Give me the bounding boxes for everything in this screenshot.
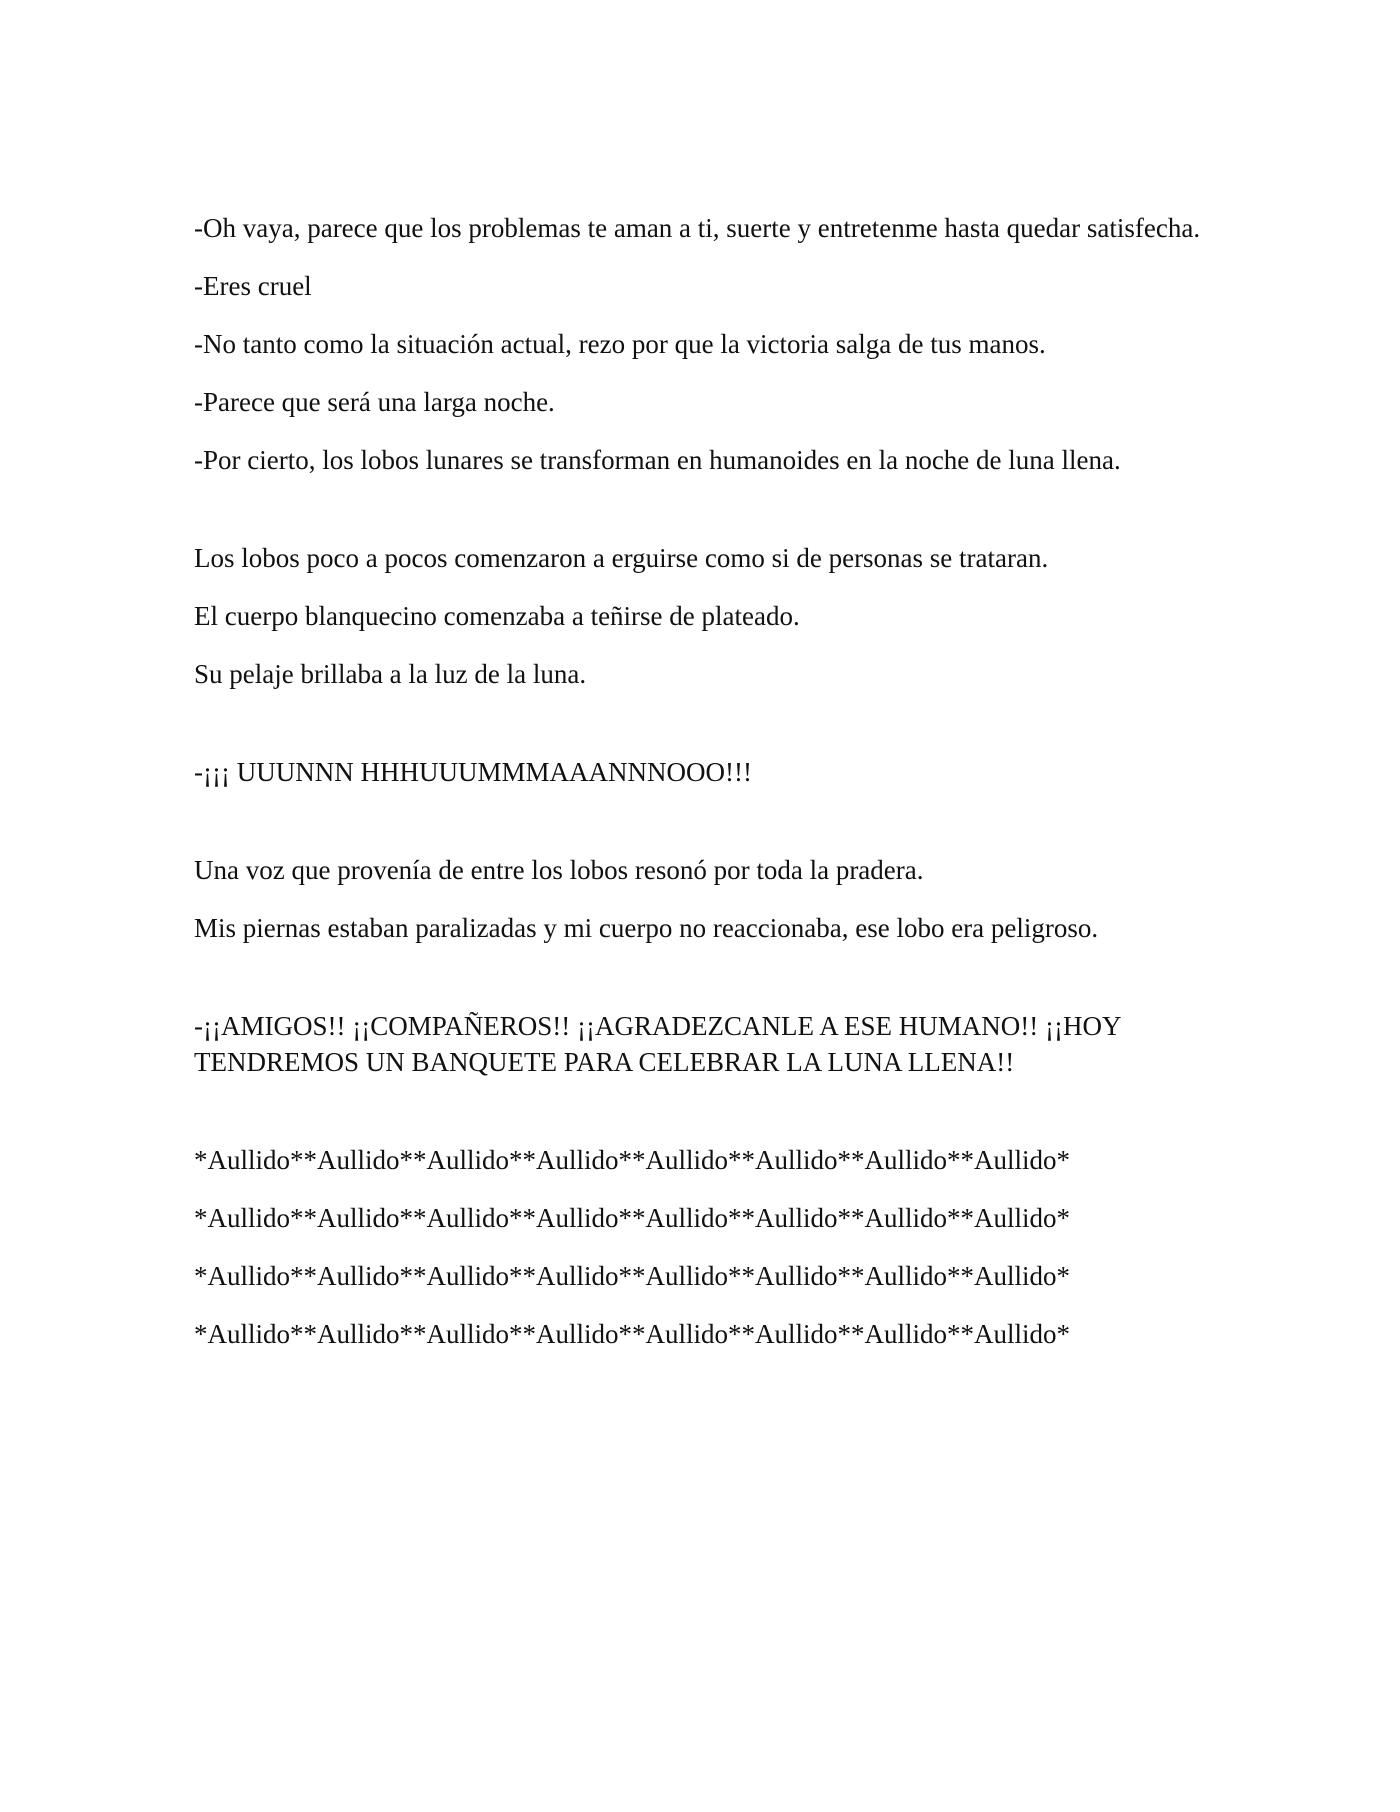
dialogue-line: -Parece que será una larga noche.: [194, 387, 555, 417]
howl-line: *Aullido**Aullido**Aullido**Aullido**Aullido**Aullido**Aullido**Aullido*: [194, 1319, 1071, 1349]
dialogue-line: -Eres cruel: [194, 271, 312, 301]
howl-line: *Aullido**Aullido**Aullido**Aullido**Aullido**Aullido**Aullido**Aullido*: [194, 1203, 1071, 1233]
narration-line: Su pelaje brillaba a la luz de la luna.: [194, 659, 587, 689]
howl-line: *Aullido**Aullido**Aullido**Aullido**Aullido**Aullido**Aullido**Aullido*: [194, 1261, 1071, 1291]
document-body: [194, 210, 1234, 1374]
narration-line: El cuerpo blanquecino comenzaba a teñirse de plateado.: [194, 601, 800, 631]
shout-line: -¡¡AMIGOS!! ¡¡COMPAÑEROS!! ¡¡AGRADEZCANLE A ESE HUMANO!! ¡¡HOY TENDREMOS UN BANQUETE PARA CELEBRAR LA LUNA LLENA!!: [194, 1011, 1121, 1077]
narration-line: Una voz que provenía de entre los lobos resonó por toda la pradera.: [194, 855, 924, 885]
shout-line: -¡¡¡ UUUNNN HHHUUUMMMAAANNNOOO!!!: [194, 757, 752, 787]
dialogue-line: -Por cierto, los lobos lunares se transforman en humanoides en la noche de luna llena.: [194, 445, 1121, 475]
howl-line: *Aullido**Aullido**Aullido**Aullido**Aullido**Aullido**Aullido**Aullido*: [194, 1145, 1071, 1175]
narration-line: Los lobos poco a pocos comenzaron a erguirse como si de personas se trataran.: [194, 543, 1049, 573]
dialogue-line: -No tanto como la situación actual, rezo por que la victoria salga de tus manos.: [194, 329, 1046, 359]
narration-line: Mis piernas estaban paralizadas y mi cuerpo no reaccionaba, ese lobo era peligroso.: [194, 913, 1099, 943]
dialogue-line: -Oh vaya, parece que los problemas te aman a ti, suerte y entretenme hasta quedar satisfecha.: [194, 213, 1201, 243]
